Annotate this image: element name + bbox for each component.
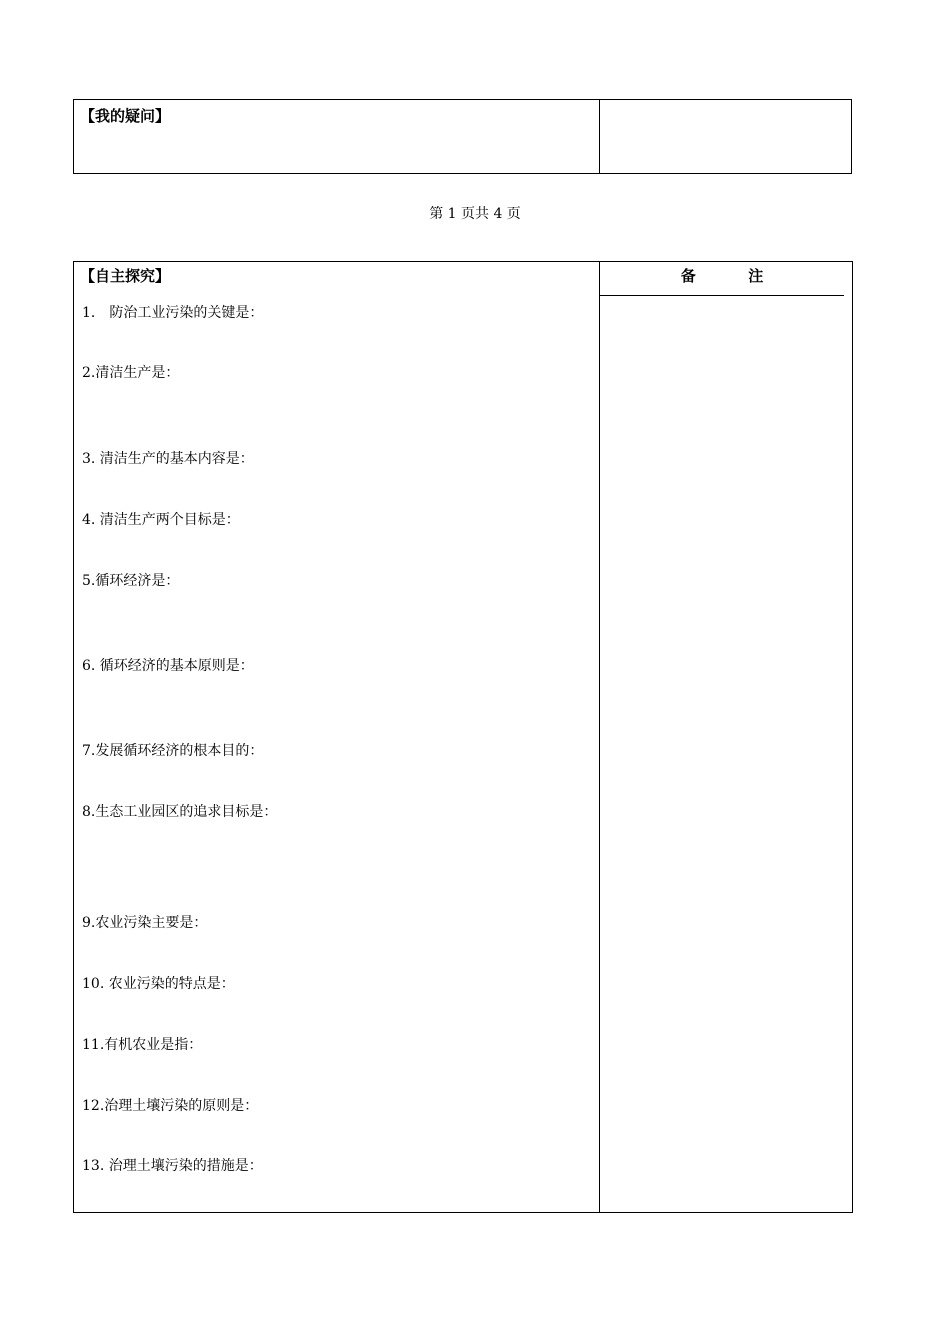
question-item: 10. 农业污染的特点是： (82, 976, 235, 992)
question-table-divider (599, 99, 600, 174)
question-item: 6. 循环经济的基本原则是： (82, 658, 254, 674)
inquiry-table (73, 261, 853, 1213)
inquiry-table-divider (599, 261, 600, 1213)
question-item: 13. 治理土壤污染的措施是： (82, 1158, 263, 1174)
remark-header-underline (599, 295, 844, 296)
question-table (73, 99, 852, 174)
question-item: 9.农业污染主要是： (82, 915, 208, 931)
question-item: 8.生态工业园区的追求目标是： (82, 804, 278, 820)
remark-char-1: 备 (680, 267, 696, 285)
question-item: 12.治理土壤污染的原则是： (82, 1098, 259, 1114)
page-footer: 第 1 页共 4 页 (429, 206, 521, 222)
question-item: 11.有机农业是指： (82, 1037, 203, 1053)
remark-header (600, 265, 844, 286)
remark-char-2: 注 (748, 267, 764, 285)
inquiry-title: 【自主探究】 (80, 267, 171, 285)
question-title: 【我的疑问】 (80, 107, 171, 125)
question-item: 4. 清洁生产两个目标是： (82, 512, 240, 528)
question-item: 1． 防治工业污染的关键是： (82, 305, 264, 321)
question-item: 5.循环经济是： (82, 573, 180, 589)
question-item: 2.清洁生产是： (82, 365, 180, 381)
question-item: 3. 清洁生产的基本内容是： (82, 451, 254, 467)
question-item: 7.发展循环经济的根本目的： (82, 743, 264, 759)
